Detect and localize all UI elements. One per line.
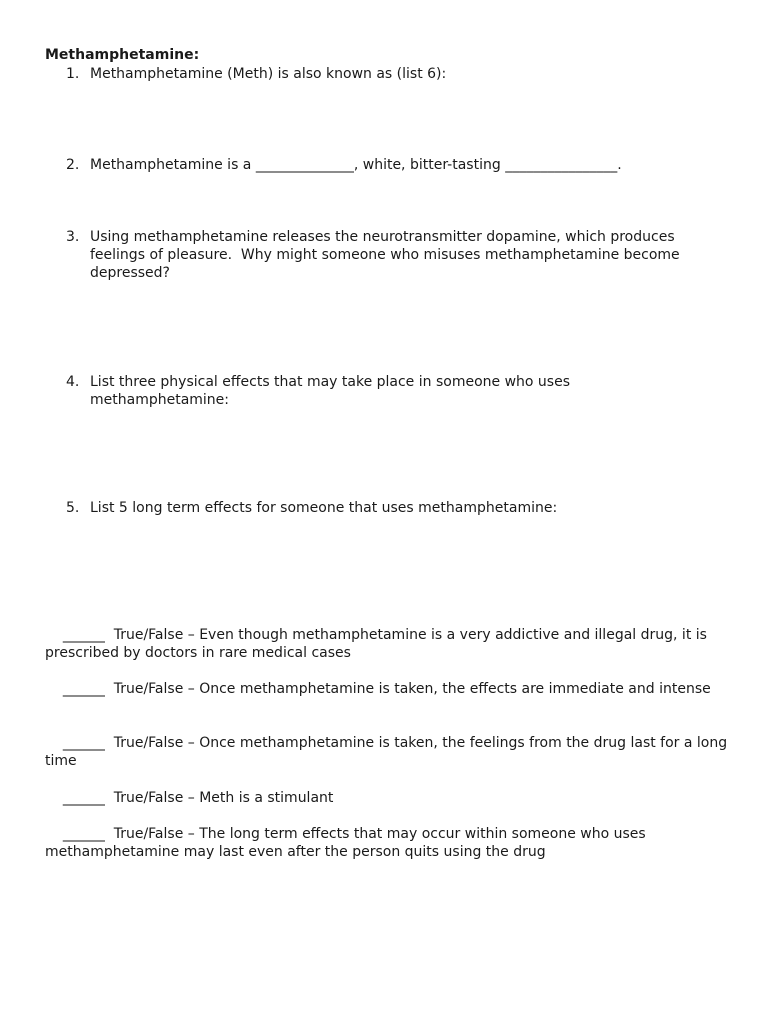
true-false-item-5 <box>45 807 729 879</box>
true-false-text: True/False – Once methamphetamine is taken, the feelings from the drug last for a long time <box>45 735 732 769</box>
answer-blank[interactable]: ______ <box>62 681 105 697</box>
question-text: Methamphetamine (Meth) is also known as (list 6): <box>90 66 447 82</box>
question-number: 2. <box>66 157 80 173</box>
question-text: List three physical effects that may take place in someone who uses methamphetamine: <box>90 374 575 408</box>
question-3 <box>66 228 726 282</box>
question-4 <box>66 373 626 409</box>
question-5 <box>66 499 726 517</box>
true-false-text: True/False – Meth is a stimulant <box>104 790 334 806</box>
true-false-text: True/False – Even though methamphetamine is a very addictive and illegal drug, it is prescribed by doctors in rare medical cases <box>45 627 712 661</box>
true-false-text: True/False – The long term effects that may occur within someone who uses methamphetamine may last even after the person quits using the drug <box>45 826 651 860</box>
question-1 <box>66 65 726 83</box>
question-2 <box>66 156 726 174</box>
question-text: Using methamphetamine releases the neurotransmitter dopamine, which produces feelings of pleasure. Why might someone who misuses methamphetamine become depressed? <box>90 229 685 281</box>
answer-blank[interactable]: ______ <box>62 735 105 751</box>
answer-blank[interactable]: ______ <box>62 790 105 806</box>
true-false-text: True/False – Once methamphetamine is taken, the effects are immediate and intense <box>104 681 711 697</box>
question-number: 4. <box>66 374 80 390</box>
answer-blank[interactable]: ______ <box>62 826 105 842</box>
answer-blank[interactable]: ______ <box>62 627 105 643</box>
question-text: Methamphetamine is a ______________, white, bitter-tasting ________________. <box>90 157 622 173</box>
question-number: 5. <box>66 500 80 516</box>
question-number: 3. <box>66 229 80 245</box>
question-text: List 5 long term effects for someone that uses methamphetamine: <box>90 500 558 516</box>
worksheet-title: Methamphetamine: <box>45 47 200 63</box>
question-number: 1. <box>66 66 80 82</box>
true-false-item-2 <box>45 662 729 716</box>
